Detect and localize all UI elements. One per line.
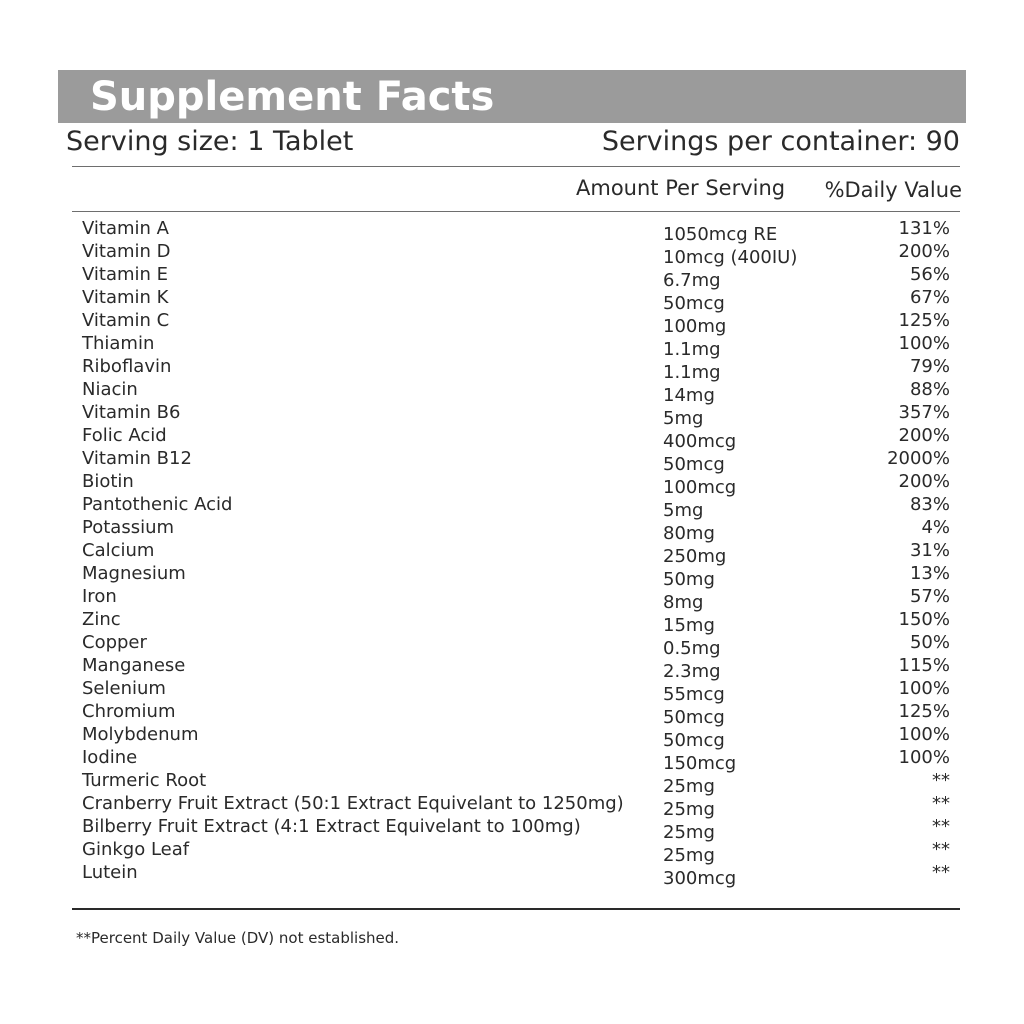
nutrient-daily-value: ** <box>932 770 950 791</box>
header-daily-value: %Daily Value <box>824 178 962 202</box>
nutrient-name: Biotin <box>82 471 134 492</box>
nutrient-name: Manganese <box>82 655 186 676</box>
header-amount-per-serving: Amount Per Serving <box>576 176 786 200</box>
table-row <box>0 356 1024 383</box>
divider-bottom <box>72 908 960 910</box>
nutrient-daily-value: 79% <box>909 356 950 377</box>
nutrient-daily-value: ** <box>932 862 950 883</box>
nutrient-daily-value: 100% <box>898 724 950 745</box>
table-row <box>0 310 1024 337</box>
nutrient-name: Cranberry Fruit Extract (50:1 Extract Equivelant to 1250mg) <box>82 793 624 814</box>
nutrient-amount: 14mg <box>663 385 715 406</box>
nutrient-amount: 25mg <box>663 845 715 866</box>
label-title: Supplement Facts <box>90 74 495 120</box>
divider-top <box>72 166 960 167</box>
nutrient-amount: 25mg <box>663 822 715 843</box>
nutrient-name: Potassium <box>82 517 175 538</box>
nutrient-daily-value: 50% <box>909 632 950 653</box>
nutrient-name: Magnesium <box>82 563 186 584</box>
nutrient-amount: 1.1mg <box>663 339 721 360</box>
nutrient-amount: 100mcg <box>663 477 737 498</box>
nutrient-amount: 25mg <box>663 799 715 820</box>
table-row <box>0 816 1024 843</box>
nutrient-daily-value: 200% <box>898 471 950 492</box>
nutrient-name: Zinc <box>82 609 121 630</box>
nutrient-daily-value: 131% <box>898 218 950 239</box>
nutrient-daily-value: 200% <box>898 425 950 446</box>
nutrient-name: Calcium <box>82 540 155 561</box>
nutrient-name: Vitamin K <box>82 287 169 308</box>
nutrient-name: Molybdenum <box>82 724 199 745</box>
table-row <box>0 425 1024 452</box>
nutrient-name: Pantothenic Acid <box>82 494 233 515</box>
nutrient-table <box>0 218 1024 889</box>
nutrient-amount: 8mg <box>663 592 704 613</box>
nutrient-name: Folic Acid <box>82 425 167 446</box>
nutrient-daily-value: 125% <box>898 310 950 331</box>
nutrient-amount: 1.1mg <box>663 362 721 383</box>
nutrient-amount: 80mg <box>663 523 715 544</box>
table-row <box>0 448 1024 475</box>
nutrient-name: Niacin <box>82 379 138 400</box>
table-row <box>0 839 1024 866</box>
nutrient-name: Turmeric Root <box>82 770 207 791</box>
footnote: **Percent Daily Value (DV) not established. <box>76 929 400 947</box>
table-row <box>0 632 1024 659</box>
nutrient-amount: 25mg <box>663 776 715 797</box>
nutrient-name: Bilberry Fruit Extract (4:1 Extract Equivelant to 100mg) <box>82 816 581 837</box>
table-row <box>0 701 1024 728</box>
nutrient-daily-value: 150% <box>898 609 950 630</box>
nutrient-name: Iodine <box>82 747 138 768</box>
nutrient-daily-value: 100% <box>898 747 950 768</box>
nutrient-amount: 10mcg (400IU) <box>663 247 798 268</box>
nutrient-amount: 5mg <box>663 408 704 429</box>
nutrient-daily-value: ** <box>932 839 950 860</box>
table-row <box>0 264 1024 291</box>
nutrient-daily-value: 100% <box>898 333 950 354</box>
nutrient-name: Iron <box>82 586 117 607</box>
nutrient-amount: 6.7mg <box>663 270 721 291</box>
serving-size: Serving size: 1 Tablet <box>66 126 354 157</box>
table-row <box>0 402 1024 429</box>
nutrient-daily-value: 200% <box>898 241 950 262</box>
nutrient-amount: 300mcg <box>663 868 737 889</box>
nutrient-amount: 50mcg <box>663 454 725 475</box>
nutrient-daily-value: 357% <box>898 402 950 423</box>
nutrient-amount: 250mg <box>663 546 727 567</box>
table-row <box>0 609 1024 636</box>
nutrient-daily-value: 115% <box>898 655 950 676</box>
nutrient-name: Vitamin B6 <box>82 402 181 423</box>
table-row <box>0 218 1024 245</box>
table-row <box>0 770 1024 797</box>
nutrient-name: Thiamin <box>82 333 155 354</box>
nutrient-amount: 50mcg <box>663 707 725 728</box>
nutrient-amount: 50mcg <box>663 730 725 751</box>
nutrient-amount: 1050mcg RE <box>663 224 778 245</box>
nutrient-daily-value: 100% <box>898 678 950 699</box>
table-row <box>0 747 1024 774</box>
nutrient-daily-value: 13% <box>909 563 950 584</box>
nutrient-name: Vitamin B12 <box>82 448 192 469</box>
nutrient-name: Riboflavin <box>82 356 172 377</box>
table-row <box>0 333 1024 360</box>
table-row <box>0 586 1024 613</box>
nutrient-daily-value: 31% <box>909 540 950 561</box>
nutrient-name: Vitamin E <box>82 264 169 285</box>
divider-header <box>72 211 960 212</box>
servings-per-container: Servings per container: 90 <box>601 126 960 157</box>
nutrient-daily-value: 4% <box>921 517 950 538</box>
table-row <box>0 724 1024 751</box>
nutrient-amount: 50mg <box>663 569 715 590</box>
table-row <box>0 862 1024 889</box>
nutrient-daily-value: 2000% <box>887 448 950 469</box>
nutrient-daily-value: 57% <box>909 586 950 607</box>
table-row <box>0 379 1024 406</box>
table-row <box>0 793 1024 820</box>
table-row <box>0 494 1024 521</box>
nutrient-amount: 400mcg <box>663 431 737 452</box>
nutrient-daily-value: 83% <box>909 494 950 515</box>
table-row <box>0 241 1024 268</box>
nutrient-amount: 15mg <box>663 615 715 636</box>
nutrient-name: Chromium <box>82 701 176 722</box>
nutrient-amount: 5mg <box>663 500 704 521</box>
table-row <box>0 287 1024 314</box>
nutrient-name: Vitamin C <box>82 310 170 331</box>
nutrient-amount: 100mg <box>663 316 727 337</box>
table-row <box>0 563 1024 590</box>
title-bar <box>58 70 966 123</box>
nutrient-name: Lutein <box>82 862 138 883</box>
table-row <box>0 517 1024 544</box>
nutrient-amount: 150mcg <box>663 753 737 774</box>
nutrient-amount: 55mcg <box>663 684 725 705</box>
nutrient-daily-value: ** <box>932 793 950 814</box>
nutrient-name: Vitamin D <box>82 241 171 262</box>
table-row <box>0 678 1024 705</box>
nutrient-amount: 50mcg <box>663 293 725 314</box>
table-row <box>0 471 1024 498</box>
nutrient-amount: 0.5mg <box>663 638 721 659</box>
nutrient-name: Selenium <box>82 678 166 699</box>
table-row <box>0 540 1024 567</box>
nutrient-amount: 2.3mg <box>663 661 721 682</box>
table-row <box>0 655 1024 682</box>
nutrient-daily-value: 125% <box>898 701 950 722</box>
nutrient-daily-value: 88% <box>909 379 950 400</box>
nutrient-name: Vitamin A <box>82 218 169 239</box>
nutrient-name: Copper <box>82 632 147 653</box>
nutrient-name: Ginkgo Leaf <box>82 839 190 860</box>
nutrient-daily-value: 56% <box>909 264 950 285</box>
nutrient-daily-value: ** <box>932 816 950 837</box>
nutrient-daily-value: 67% <box>909 287 950 308</box>
